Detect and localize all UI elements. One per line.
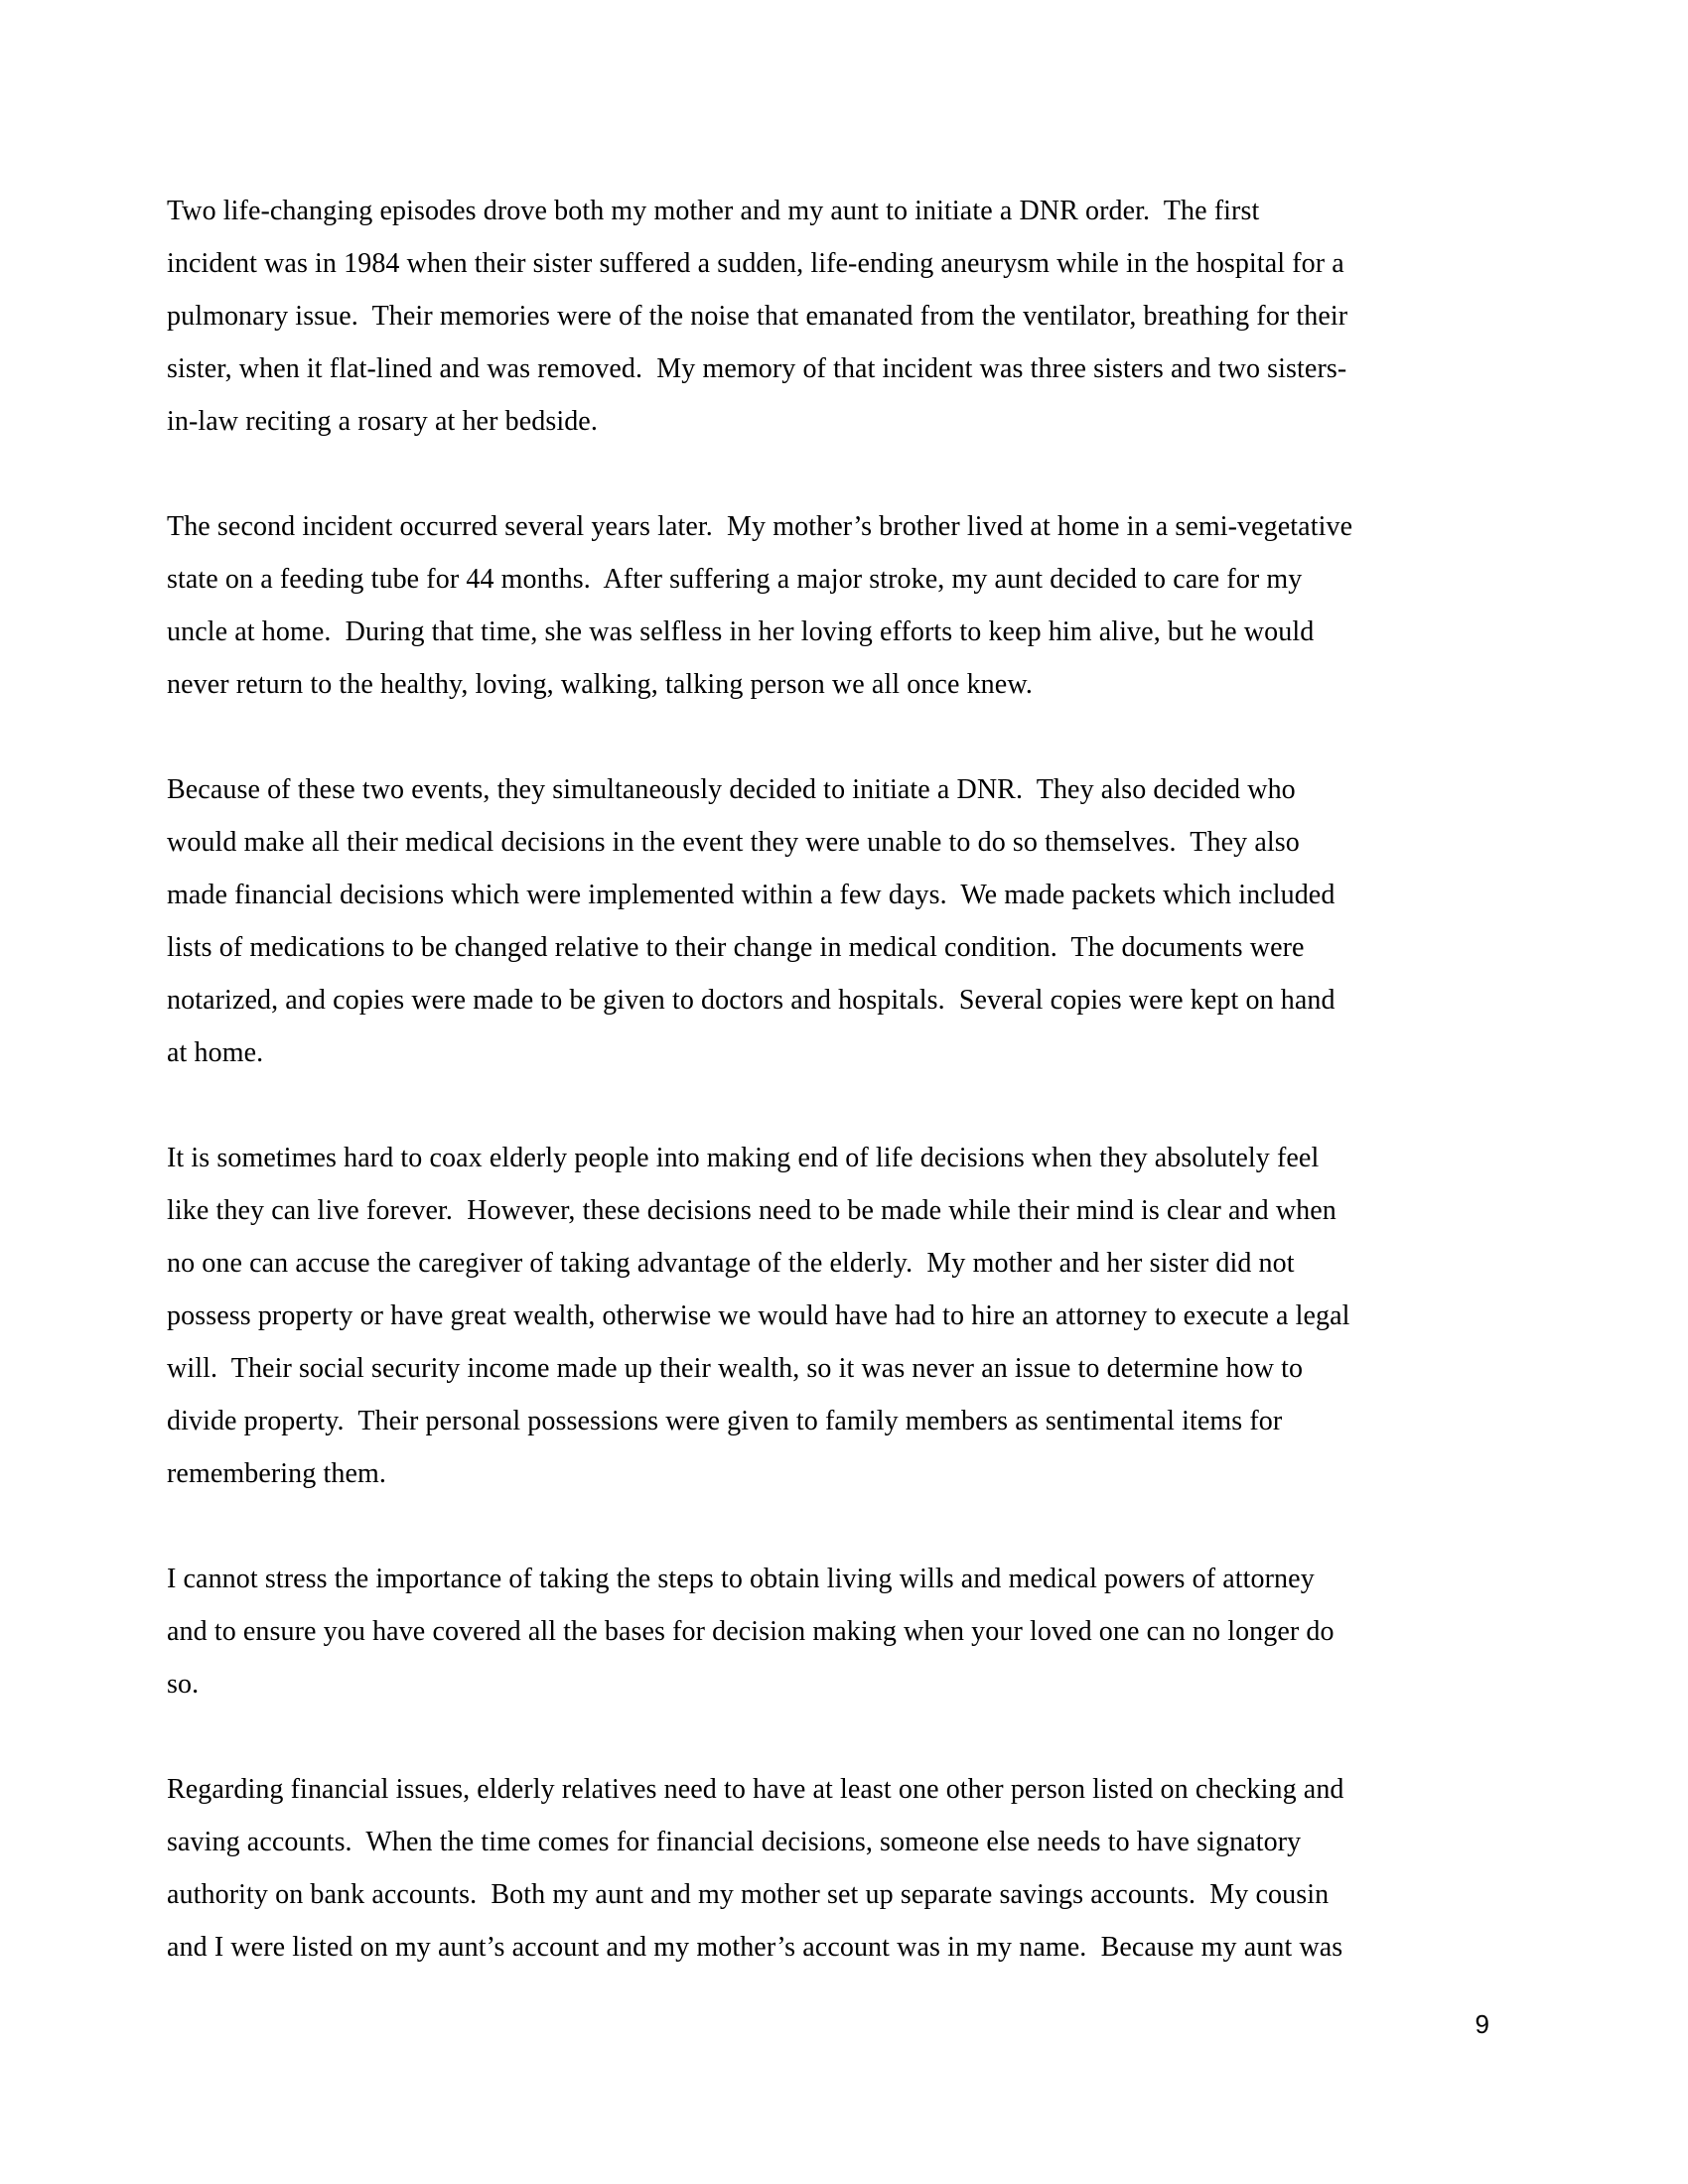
text-line: never return to the healthy, loving, walking, talking person we all once knew. [167, 669, 1033, 700]
text-line: lists of medications to be changed relative to their change in medical condition. The documents were [167, 932, 1305, 963]
text-line: so. [167, 1669, 200, 1700]
text-line: no one can accuse the caregiver of taking advantage of the elderly. My mother and her sister did not [167, 1248, 1295, 1279]
text-line: sister, when it flat-lined and was removed. My memory of that incident was three sisters and two sisters- [167, 353, 1347, 384]
text-line: saving accounts. When the time comes for financial decisions, someone else needs to have signatory [167, 1827, 1302, 1857]
text-line: made financial decisions which were implemented within a few days. We made packets which included [167, 880, 1336, 910]
text-line: pulmonary issue. Their memories were of the noise that emanated from the ventilator, breathing for their [167, 301, 1348, 332]
paragraph [167, 1553, 1489, 1710]
text-line: would make all their medical decisions in the event they were unable to do so themselves. They also [167, 827, 1300, 858]
text-line: Regarding financial issues, elderly relatives need to have at least one other person listed on checking and [167, 1774, 1344, 1805]
text-line: at home. [167, 1037, 264, 1068]
page-number: 9 [1475, 2009, 1489, 2039]
paragraph [167, 1132, 1489, 1500]
text-line: Because of these two events, they simultaneously decided to initiate a DNR. They also decided who [167, 774, 1296, 805]
text-line: state on a feeding tube for 44 months. After suffering a major stroke, my aunt decided to care for my [167, 564, 1303, 595]
text-line: notarized, and copies were made to be given to doctors and hospitals. Several copies were kept on hand [167, 985, 1336, 1016]
text-line: authority on bank accounts. Both my aunt and my mother set up separate savings accounts. My cousin [167, 1879, 1330, 1910]
paragraph [167, 763, 1489, 1079]
text-line: like they can live forever. However, these decisions need to be made while their mind is clear and when [167, 1195, 1336, 1226]
text-line: divide property. Their personal possessions were given to family members as sentimental items for [167, 1406, 1283, 1436]
paragraph [167, 500, 1489, 711]
document-body [167, 185, 1489, 1974]
text-line: Two life-changing episodes drove both my mother and my aunt to initiate a DNR order. The first [167, 196, 1260, 226]
text-line: It is sometimes hard to coax elderly people into making end of life decisions when they absolutely feel [167, 1143, 1320, 1173]
paragraph [167, 1763, 1489, 1974]
paragraph [167, 185, 1489, 448]
text-line: The second incident occurred several years later. My mother’s brother lived at home in a semi-vegetative [167, 511, 1353, 542]
text-line: uncle at home. During that time, she was selfless in her loving efforts to keep him alive, but he would [167, 616, 1315, 647]
text-line: possess property or have great wealth, otherwise we would have had to hire an attorney to execute a legal [167, 1300, 1350, 1331]
text-line: incident was in 1984 when their sister suffered a sudden, life-ending aneurysm while in the hospital for a [167, 248, 1344, 279]
text-line: and I were listed on my aunt’s account and my mother’s account was in my name. Because my aunt was [167, 1932, 1343, 1963]
text-line: will. Their social security income made up their wealth, so it was never an issue to determine how to [167, 1353, 1304, 1384]
text-line: remembering them. [167, 1458, 386, 1489]
text-line: I cannot stress the importance of taking the steps to obtain living wills and medical powers of attorney [167, 1564, 1315, 1594]
text-line: and to ensure you have covered all the bases for decision making when your loved one can no longer do [167, 1616, 1335, 1647]
text-line: in-law reciting a rosary at her bedside. [167, 406, 598, 437]
